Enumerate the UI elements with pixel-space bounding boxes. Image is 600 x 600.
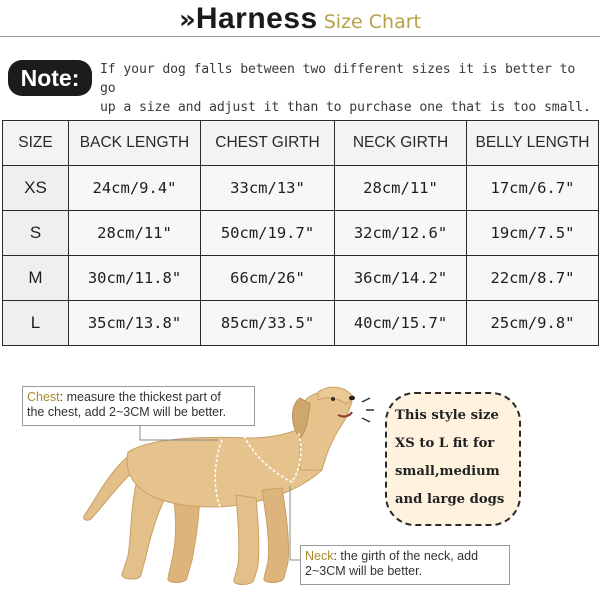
size-cell: XS (3, 166, 69, 211)
page-title: Harness (195, 2, 318, 35)
double-chevron-icon: » (179, 5, 196, 35)
header-divider (0, 36, 600, 37)
note-text (100, 60, 598, 117)
table-cell: 17cm/6.7" (467, 166, 599, 211)
sound-marks-icon (362, 398, 374, 422)
neck-callout (300, 545, 510, 585)
size-cell: L (3, 301, 69, 346)
table-cell: 85cm/33.5" (201, 301, 335, 346)
bubble-line-1: This style size (395, 408, 499, 423)
table-cell: 36cm/14.2" (335, 256, 467, 301)
table-header-row (3, 121, 599, 166)
table-cell: 40cm/15.7" (335, 301, 467, 346)
note-line-1: If your dog falls between two different sizes it is better to go (100, 62, 576, 96)
header-belly-length: BELLY LENGTH (467, 121, 599, 166)
chest-line-2: the chest, add 2~3CM will be better. (27, 405, 227, 419)
table-cell: 24cm/9.4" (69, 166, 201, 211)
header-neck-girth: NECK GIRTH (335, 121, 467, 166)
bubble-line-2: XS to L fit for (395, 436, 495, 451)
table-cell: 30cm/11.8" (69, 256, 201, 301)
header-size: SIZE (3, 121, 69, 166)
header-chest-girth: CHEST GIRTH (201, 121, 335, 166)
bubble-line-3: small,medium (395, 464, 500, 479)
table-row (3, 166, 599, 211)
table-cell: 25cm/9.8" (467, 301, 599, 346)
size-cell: S (3, 211, 69, 256)
chest-key: Chest (27, 390, 60, 404)
table-cell: 22cm/8.7" (467, 256, 599, 301)
size-cell: M (3, 256, 69, 301)
table-cell: 19cm/7.5" (467, 211, 599, 256)
table-cell: 32cm/12.6" (335, 211, 467, 256)
table-row (3, 301, 599, 346)
page-subtitle: Size Chart (323, 11, 421, 33)
table-cell: 28cm/11" (69, 211, 201, 256)
header-back-length: BACK LENGTH (69, 121, 201, 166)
note-line-2: up a size and adjust it than to purchase one that is too small. (100, 100, 591, 115)
table-cell: 33cm/13" (201, 166, 335, 211)
note-badge: Note: (8, 60, 92, 96)
table-row (3, 211, 599, 256)
neck-line-1: : the girth of the neck, add (333, 549, 479, 563)
bubble-line-4: and large dogs (395, 492, 505, 507)
table-cell: 28cm/11" (335, 166, 467, 211)
chest-callout (22, 386, 255, 426)
fit-info-bubble (385, 392, 521, 526)
chest-line-1: : measure the thickest part of (59, 390, 221, 404)
table-cell: 35cm/13.8" (69, 301, 201, 346)
size-table (2, 120, 599, 346)
neck-key: Neck (305, 549, 334, 563)
neck-line-2: 2~3CM will be better. (305, 564, 423, 578)
table-cell: 66cm/26" (201, 256, 335, 301)
page-header (0, 2, 600, 36)
table-cell: 50cm/19.7" (201, 211, 335, 256)
table-row (3, 256, 599, 301)
